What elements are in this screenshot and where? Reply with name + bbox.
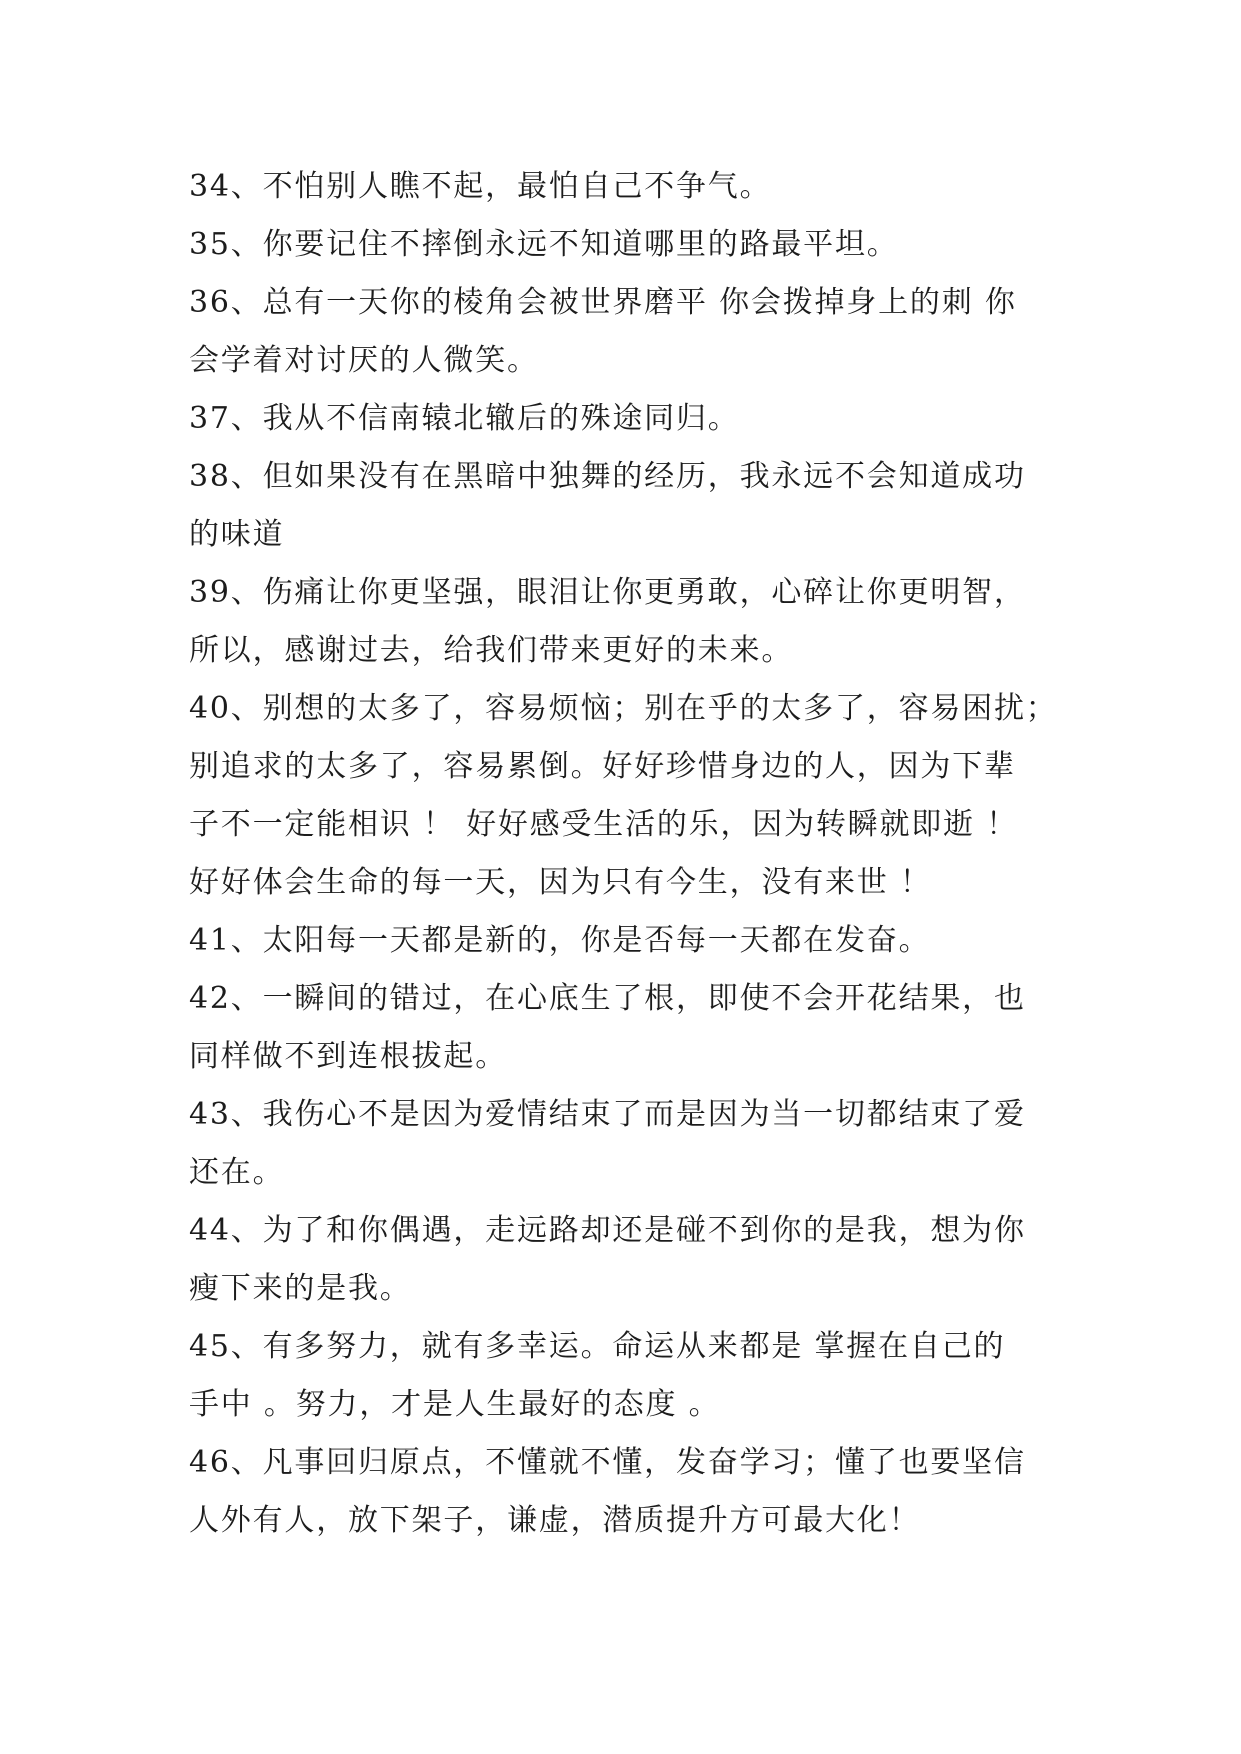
text-line: 所以，感谢过去，给我们带来更好的未来。 bbox=[189, 633, 794, 668]
text-line: 的味道 bbox=[189, 517, 285, 552]
text-line: 43、我伤心不是因为爱情结束了而是因为当一切都结束了爱 bbox=[189, 1097, 1026, 1132]
text-line: 手中 。努力，才是人生最好的态度 。 bbox=[189, 1387, 721, 1422]
text-line: 会学着对讨厌的人微笑。 bbox=[189, 343, 539, 378]
text-line: 瘦下来的是我。 bbox=[189, 1271, 412, 1306]
text-line: 41、太阳每一天都是新的，你是否每一天都在发奋。 bbox=[189, 923, 931, 958]
text-line: 同样做不到连根拔起。 bbox=[189, 1039, 507, 1074]
text-line: 还在。 bbox=[189, 1155, 285, 1190]
text-line: 子不一定能相识 ！ 好好感受生活的乐，因为转瞬就即逝 ！ bbox=[189, 807, 1019, 842]
text-line: 46、凡事回归原点，不懂就不懂，发奋学习；懂了也要坚信 bbox=[189, 1445, 1026, 1480]
text-line: 36、总有一天你的棱角会被世界磨平 你会拨掉身上的刺 你 bbox=[189, 285, 1017, 320]
quote-list bbox=[189, 158, 1069, 1550]
text-line: 44、为了和你偶遇，走远路却还是碰不到你的是我，想为你 bbox=[189, 1213, 1026, 1248]
text-line: 好好体会生命的每一天，因为只有今生，没有来世 ！ bbox=[189, 865, 932, 900]
text-line: 别追求的太多了，容易累倒。好好珍惜身边的人，因为下辈 bbox=[189, 749, 1016, 784]
text-line: 35、你要记住不摔倒永远不知道哪里的路最平坦。 bbox=[189, 227, 899, 262]
text-line: 人外有人，放下架子，谦虚，潜质提升方可最大化！ bbox=[189, 1503, 921, 1538]
text-line: 37、我从不信南辕北辙后的殊途同归。 bbox=[189, 401, 740, 436]
text-line: 39、伤痛让你更坚强，眼泪让你更勇敢，心碎让你更明智， bbox=[189, 575, 1026, 610]
text-line: 40、别想的太多了，容易烦恼；别在乎的太多了，容易困扰； bbox=[189, 691, 1058, 726]
text-line: 38、但如果没有在黑暗中独舞的经历，我永远不会知道成功 bbox=[189, 459, 1026, 494]
text-line: 34、不怕别人瞧不起，最怕自己不争气。 bbox=[189, 169, 772, 204]
text-line: 45、有多努力，就有多幸运。命运从来都是 掌握在自己的 bbox=[189, 1329, 1006, 1364]
text-line: 42、一瞬间的错过，在心底生了根，即使不会开花结果，也 bbox=[189, 981, 1026, 1016]
